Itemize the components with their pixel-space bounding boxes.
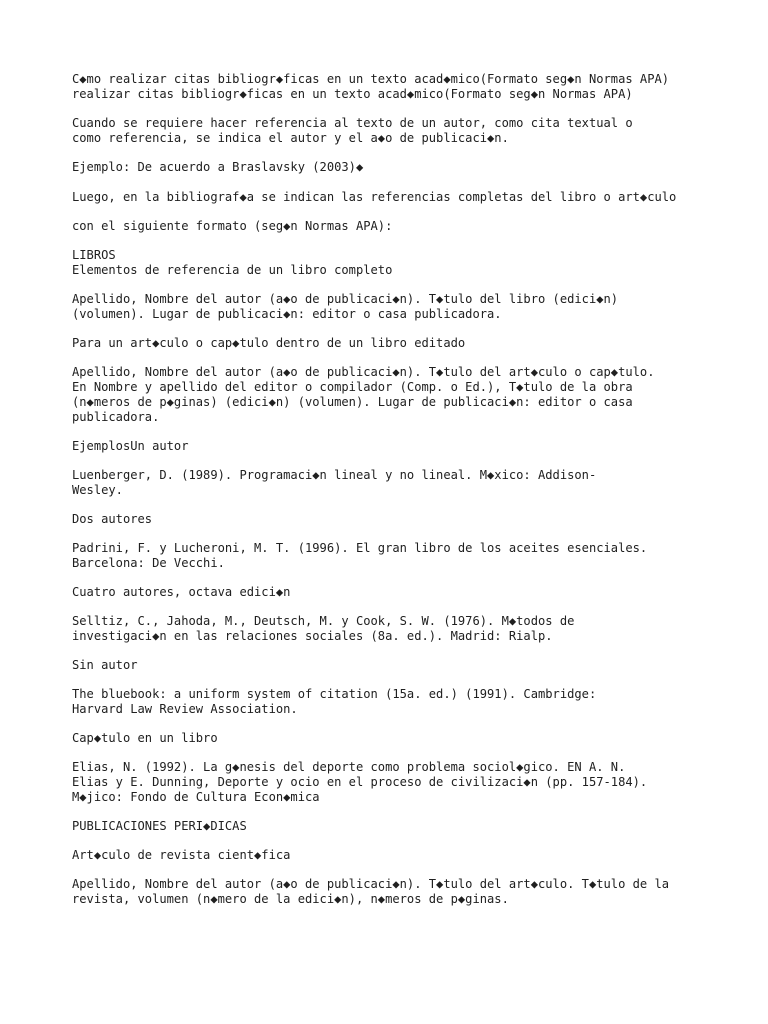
intro-paragraph: Cuando se requiere hacer referencia al texto de un autor, como cita textual o como referencia, se indica el autor y el a◆o de publicaci◆n. [72,115,633,145]
example-one-author: Luenberger, D. (1989). Programaci◆n lineal y no lineal. M◆xico: Addison- Wesley. [72,467,597,497]
journal-article-format: Apellido, Nombre del autor (a◆o de publicaci◆n). T◆tulo del art◆culo. T◆tulo de la revista, volumen (n◆mero de la edici◆n), n◆meros de p◆ginas. [72,877,670,907]
example-chapter-in-book: Elias, N. (1992). La g◆nesis del deporte como problema sociol◆gico. EN A. N. Elias y E. Dunning, Deporte y ocio en el proceso de civilizaci◆n (pp. 157-184). M◆jico: Fondo de Cultura Econ◆mica [72,760,648,804]
chapter-format-paragraph: Apellido, Nombre del autor (a◆o de publicaci◆n). T◆tulo del art◆culo o cap◆tulo. En Nombre y apellido del editor o compilador (Comp. o Ed.), T◆tulo de la obra (n◆meros de p◆ginas) (edici◆n) (volumen). Lugar de publicaci◆n: editor o casa publicadora. [72,365,655,424]
book-format-paragraph: Apellido, Nombre del autor (a◆o de publicaci◆n). T◆tulo del libro (edici◆n) (volumen). Lugar de publicaci◆n: editor o casa publicadora. [72,292,619,322]
chapter-heading: Para un art◆culo o cap◆tulo dentro de un libro editado [72,336,466,351]
example-four-authors: Selltiz, C., Jahoda, M., Deutsch, M. y Cook, S. W. (1976). M◆todos de investigaci◆n en las relaciones sociales (8a. ed.). Madrid: Rialp. [72,614,575,643]
section-heading-periodicals: PUBLICACIONES PERI◆DICAS [72,819,247,833]
example-two-authors: Padrini, F. y Lucheroni, M. T. (1996). El gran libro de los aceites esenciales. Barcelona: De Vecchi. [72,541,648,570]
chapter-in-book-heading: Cap◆tulo en un libro [72,731,218,746]
two-authors-heading: Dos autores [72,511,153,526]
no-author-heading: Sin autor [72,658,138,673]
bibliography-intro-paragraph: Luego, en la bibliograf◆a se indican las referencias completas del libro o art◆culo [72,189,677,204]
example-no-author: The bluebook: a uniform system of citation (15a. ed.) (1991). Cambridge: Harvard Law Review Association. [72,687,597,716]
example-paragraph: Ejemplo: De acuerdo a Braslavsky (2003)◆ [72,159,364,174]
four-authors-heading: Cuatro autores, octava edici◆n [72,584,291,599]
journal-article-heading: Art◆culo de revista cient◆fica [72,848,291,863]
section-heading-libros: LIBROS Elementos de referencia de un libro completo [72,248,393,278]
title-paragraph: C◆mo realizar citas bibliogr◆ficas en un texto acad◆mico(Formato seg◆n Normas APA) realizar citas bibliogr◆ficas en un texto acad◆mico(Formato seg◆n Normas APA) [72,72,670,101]
examples-heading: EjemplosUn autor [72,438,189,453]
format-intro-paragraph: con el siguiente formato (seg◆n Normas APA): [72,219,393,234]
document-body [72,72,722,907]
